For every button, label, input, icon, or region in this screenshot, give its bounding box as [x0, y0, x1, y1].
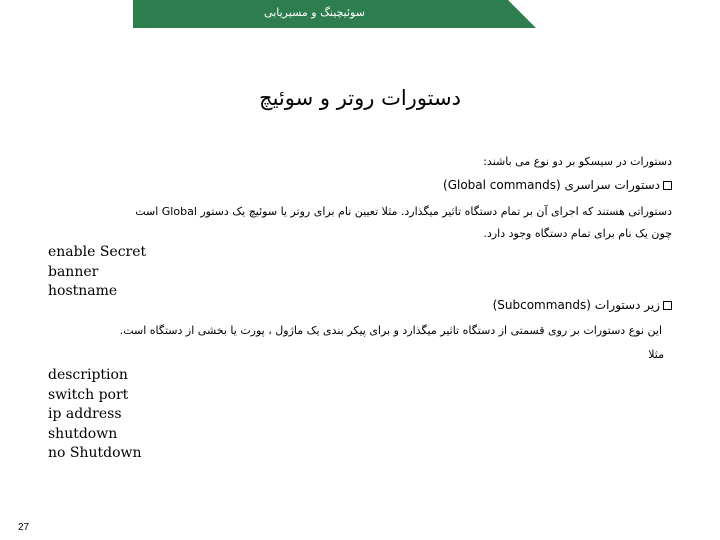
header-bar [133, 0, 536, 28]
section1-heading: دستورات سراسری (Global commands) [443, 178, 660, 192]
header-text: سوئیچینگ و مسیریابی [264, 6, 365, 19]
intro-text: دستورات در سیسکو بر دو نوع می باشند: [483, 155, 672, 168]
square-bullet-icon [663, 301, 672, 310]
command-item: no Shutdown [48, 445, 142, 461]
header-notch [508, 0, 536, 28]
slide-title: دستورات روتر و سوئیچ [259, 86, 461, 110]
command-item: switch port [48, 386, 129, 403]
command-item: description [48, 367, 128, 383]
command-item: hostname [48, 283, 118, 299]
section2-heading-row [493, 298, 672, 312]
command-item: ip address [48, 406, 122, 422]
section1-paragraph-line1: دستوراتی هستند که اجرای آن بر تمام دستگاه تاثیر میگذارد. مثلا تعیین نام برای روتر یا سوئیچ یک دستور Global است [135, 205, 672, 218]
command-item: enable Secret [48, 244, 147, 260]
section2-paragraph-line1: این نوع دستورات بر روی قسمتی از دستگاه تاثیر میگذارد و برای پیکر بندی یک ماژول ، پورت یا بخشی از دستگاه است. [119, 324, 662, 337]
command-item: banner [48, 263, 99, 280]
section1-heading-row [443, 178, 672, 192]
command-item: shutdown [48, 425, 118, 442]
section1-command-list [48, 243, 146, 302]
section2-paragraph-line2: مثلا [648, 348, 664, 361]
square-bullet-icon [663, 181, 672, 190]
section1-paragraph-line2: چون یک نام برای تمام دستگاه وجود دارد. [483, 227, 672, 240]
section2-heading: زیر دستورات (Subcommands) [492, 298, 660, 312]
page-number: 27 [18, 522, 30, 533]
section2-command-list [48, 366, 142, 464]
